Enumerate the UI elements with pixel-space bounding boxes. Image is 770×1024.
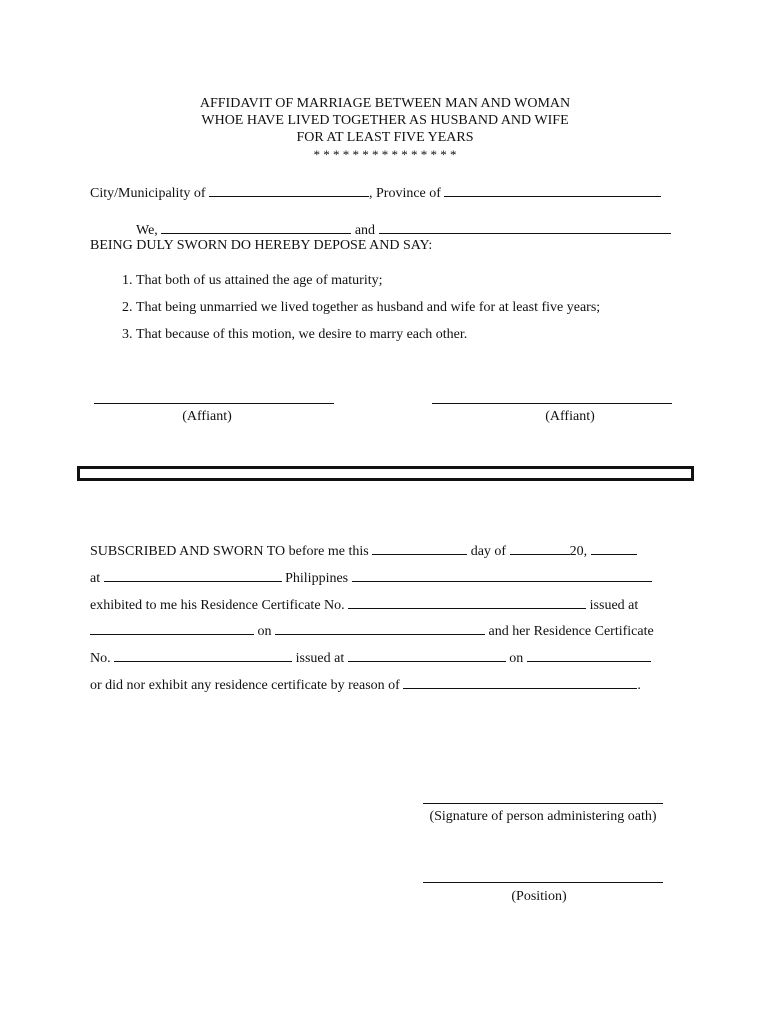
her-issued-place-blank[interactable]	[348, 648, 506, 662]
affiant-label-left: (Affiant)	[182, 409, 232, 424]
location-line	[90, 183, 661, 202]
affiant-label-right: (Affiant)	[545, 409, 595, 424]
philippines-blank[interactable]	[352, 568, 652, 582]
city-label: City/Municipality of	[90, 186, 206, 201]
title-stars: * * * * * * * * * * * * * * *	[313, 147, 457, 162]
jurat-her-on-text: on	[509, 651, 524, 666]
city-blank[interactable]	[209, 183, 369, 197]
jurat-her-certificate-text: and her Residence Certificate	[488, 624, 654, 639]
statement-list	[90, 272, 600, 353]
depose-statement: BEING DULY SWORN DO HEREBY DEPOSE AND SAY:	[90, 238, 433, 253]
jurat-at-text: at	[90, 571, 101, 586]
title-line-2: WHOE HAVE LIVED TOGETHER AS HUSBAND AND WIFE	[201, 113, 569, 128]
jurat-line-4	[90, 621, 654, 640]
statement-item-3: 3. That because of this motion, we desire to marry each other.	[136, 326, 600, 343]
and-label: and	[354, 223, 376, 238]
jurat-reason-text: or did nor exhibit any residence certificate by reason of	[90, 678, 400, 693]
jurat-day-of-text: day of	[470, 544, 507, 559]
jurat-year-prefix: 20,	[569, 544, 588, 559]
jurat-line-2	[90, 568, 652, 587]
jurat-his-certificate-text: exhibited to me his Residence Certificate No.	[90, 598, 345, 613]
section-divider	[77, 466, 694, 481]
we-label: We,	[136, 223, 158, 238]
jurat-line-6	[90, 675, 641, 694]
first-party-blank[interactable]	[161, 220, 351, 234]
affiant-signature-line-right[interactable]	[432, 403, 672, 404]
statement-item-1: 1. That both of us attained the age of maturity;	[136, 272, 600, 289]
jurat-issued-at-text: issued at	[589, 598, 639, 613]
jurat-no-text: No.	[90, 651, 111, 666]
jurat-philippines-text: Philippines	[285, 571, 349, 586]
jurat-line-3	[90, 595, 638, 614]
jurat-line-5	[90, 648, 651, 667]
his-issued-date-blank[interactable]	[275, 621, 485, 635]
position-line[interactable]	[423, 882, 663, 883]
month-blank[interactable]	[510, 541, 570, 555]
province-blank[interactable]	[444, 183, 661, 197]
day-blank[interactable]	[372, 541, 467, 555]
place-blank[interactable]	[104, 568, 282, 582]
jurat-sworn-text: SUBSCRIBED AND SWORN TO before me this	[90, 544, 369, 559]
jurat-line-1	[90, 541, 637, 560]
her-certificate-no-blank[interactable]	[114, 648, 292, 662]
reason-blank[interactable]	[403, 675, 637, 689]
title-line-1: AFFIDAVIT OF MARRIAGE BETWEEN MAN AND WOMAN	[199, 96, 571, 111]
jurat-period: .	[637, 678, 641, 693]
her-issued-date-blank[interactable]	[527, 648, 651, 662]
second-party-blank[interactable]	[379, 220, 671, 234]
affiant-signature-line-left[interactable]	[94, 403, 334, 404]
statement-item-2: 2. That being unmarried we lived together as husband and wife for at least five years;	[136, 299, 600, 316]
year-blank[interactable]	[591, 541, 637, 555]
jurat-on-text: on	[257, 624, 272, 639]
province-label: , Province of	[369, 186, 441, 201]
his-certificate-no-blank[interactable]	[348, 595, 586, 609]
his-issued-place-blank[interactable]	[90, 621, 254, 635]
position-label: (Position)	[511, 889, 567, 904]
oath-signature-label: (Signature of person administering oath)	[429, 809, 657, 824]
jurat-her-issued-at-text: issued at	[295, 651, 345, 666]
title-line-3: FOR AT LEAST FIVE YEARS	[296, 130, 474, 145]
oath-signature-line[interactable]	[423, 803, 663, 804]
